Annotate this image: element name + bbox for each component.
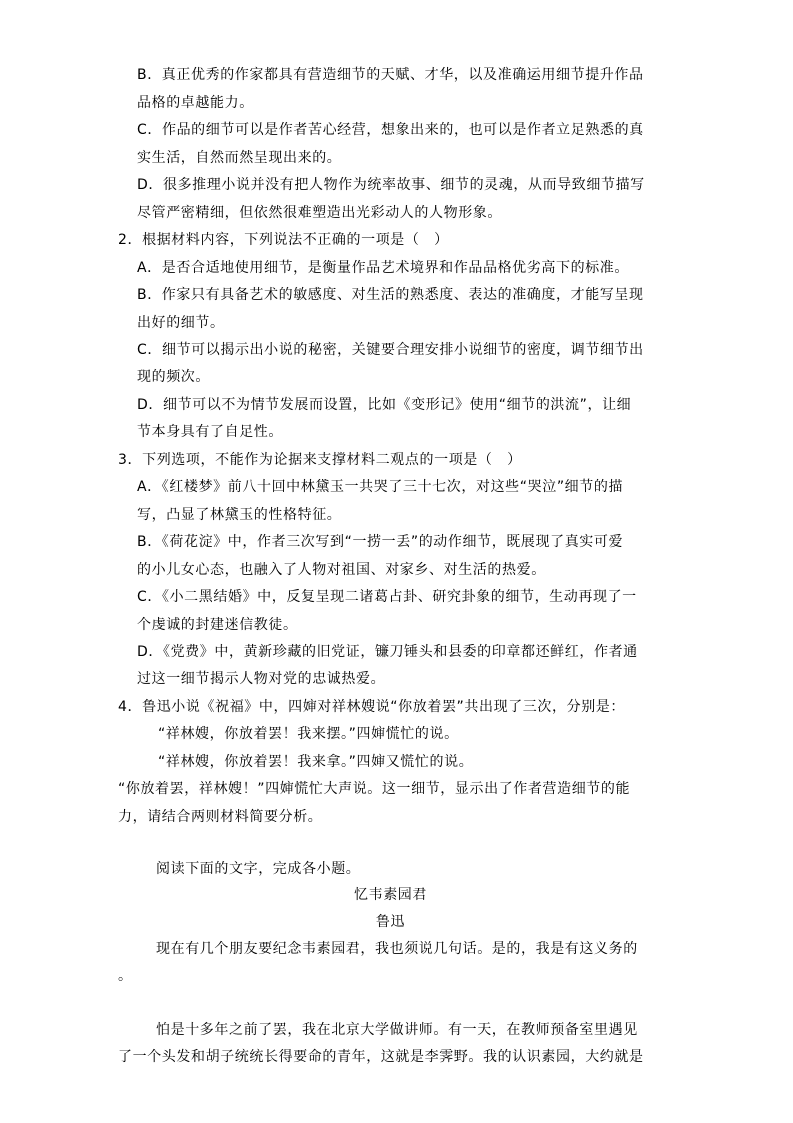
reading-instruction: 阅读下面的文字，完成各小题。: [156, 861, 361, 877]
q3-option-c-line1: C．《小二黑结婚》中，反复呈现二诸葛占卦、研究卦象的细节，生动再现了一: [137, 589, 637, 605]
q1-option-d-line1: D．很多推理小说并没有把人物作为统率故事、细节的灵魂，从而导致细节描写: [137, 177, 645, 193]
q3-option-d-line1: D．《党费》中，黄新珍藏的旧党证，镰刀锤头和县委的印章都还鲜红，作者通: [137, 644, 638, 660]
q4-line-4: 力，请结合两则材料简要分析。: [118, 809, 323, 825]
q2-option-c-line2: 现的频次。: [137, 369, 210, 385]
q3-option-b-line2: 的小儿女心态，也融入了人物对祖国、对家乡、对生活的热爱。: [137, 562, 546, 578]
q2-option-d-line1: D．细节可以不为情节发展而设置，比如《变形记》使用“细节的洪流”，让细: [137, 397, 632, 413]
paragraph-2-line1: 怕是十多年之前了罢，我在北京大学做讲师。有一天，在教师预备室里遇见: [156, 1022, 638, 1038]
q3-stem: 3．下列选项，不能作为论据来支撑材料二观点的一项是（ ）: [118, 452, 522, 468]
q4-stem: 4．鲁迅小说《祝福》中，四婶对祥林嫂说“你放着罢”共出现了三次，分别是：: [118, 699, 626, 715]
q3-option-a-line1: A．《红楼梦》前八十回中林黛玉一共哭了三十七次，对这些“哭泣”细节的描: [137, 479, 624, 495]
q2-option-b-line2: 出好的细节。: [137, 315, 225, 331]
paragraph-1-line1: 现在有几个朋友要纪念韦素园君，我也须说几句话。是的，我是有这义务的: [156, 941, 638, 957]
q3-option-d-line2: 过这一细节揭示人物对党的忠诚热爱。: [137, 671, 386, 687]
q1-option-c-line1: C．作品的细节可以是作者苦心经营，想象出来的，也可以是作者立足熟悉的真: [137, 122, 644, 138]
q2-option-c-line1: C．细节可以揭示出小说的秘密，关键要合理安排小说细节的密度，调节细节出: [137, 342, 644, 358]
q2-option-b-line1: B．作家只有具备艺术的敏感度、对生活的熟悉度、表达的准确度，才能写呈现: [137, 287, 644, 303]
q4-line-3: “你放着罢，祥林嫂！”四婶慌忙大声说。这一细节，显示出了作者营造细节的能: [118, 781, 631, 797]
q2-option-d-line2: 节本身具有了自足性。: [137, 424, 283, 440]
q1-option-c-line2: 实生活，自然而然呈现出来的。: [137, 150, 342, 166]
q3-option-b-line1: B．《荷花淀》中，作者三次写到“一捞一丢”的动作细节，既展现了真实可爱: [137, 534, 624, 550]
q2-option-a-line1: A．是否合适地使用细节，是衡量作品艺术境界和作品品格优劣高下的标准。: [137, 260, 629, 276]
q1-option-b-line1: B．真正优秀的作家都具有营造细节的天赋、才华，以及准确运用细节提升作品: [137, 67, 644, 83]
q1-option-d-line2: 尽管严密精细，但依然很难塑造出光彩动人的人物形象。: [137, 205, 502, 221]
passage-title: 忆韦素园君: [354, 887, 427, 903]
q4-quote-2: “祥林嫂，你放着罢！我来拿。”四婶又慌忙的说。: [158, 754, 474, 770]
q2-stem: 2．根据材料内容，下列说法不正确的一项是（ ）: [118, 232, 449, 248]
q1-option-b-line2: 品格的卓越能力。: [137, 95, 254, 111]
q3-option-c-line2: 个虔诚的封建迷信教徒。: [137, 617, 298, 633]
q3-option-a-line2: 写，凸显了林黛玉的性格特征。: [137, 507, 342, 523]
paragraph-2-line2: 了一个头发和胡子统统长得要命的青年，这就是李霁野。我的认识素园，大约就是: [118, 1049, 644, 1065]
passage-author: 鲁迅: [375, 914, 406, 930]
paragraph-1-line2: 。: [118, 968, 133, 984]
q4-quote-1: “祥林嫂，你放着罢！我来摆。”四婶慌忙的说。: [158, 726, 459, 742]
